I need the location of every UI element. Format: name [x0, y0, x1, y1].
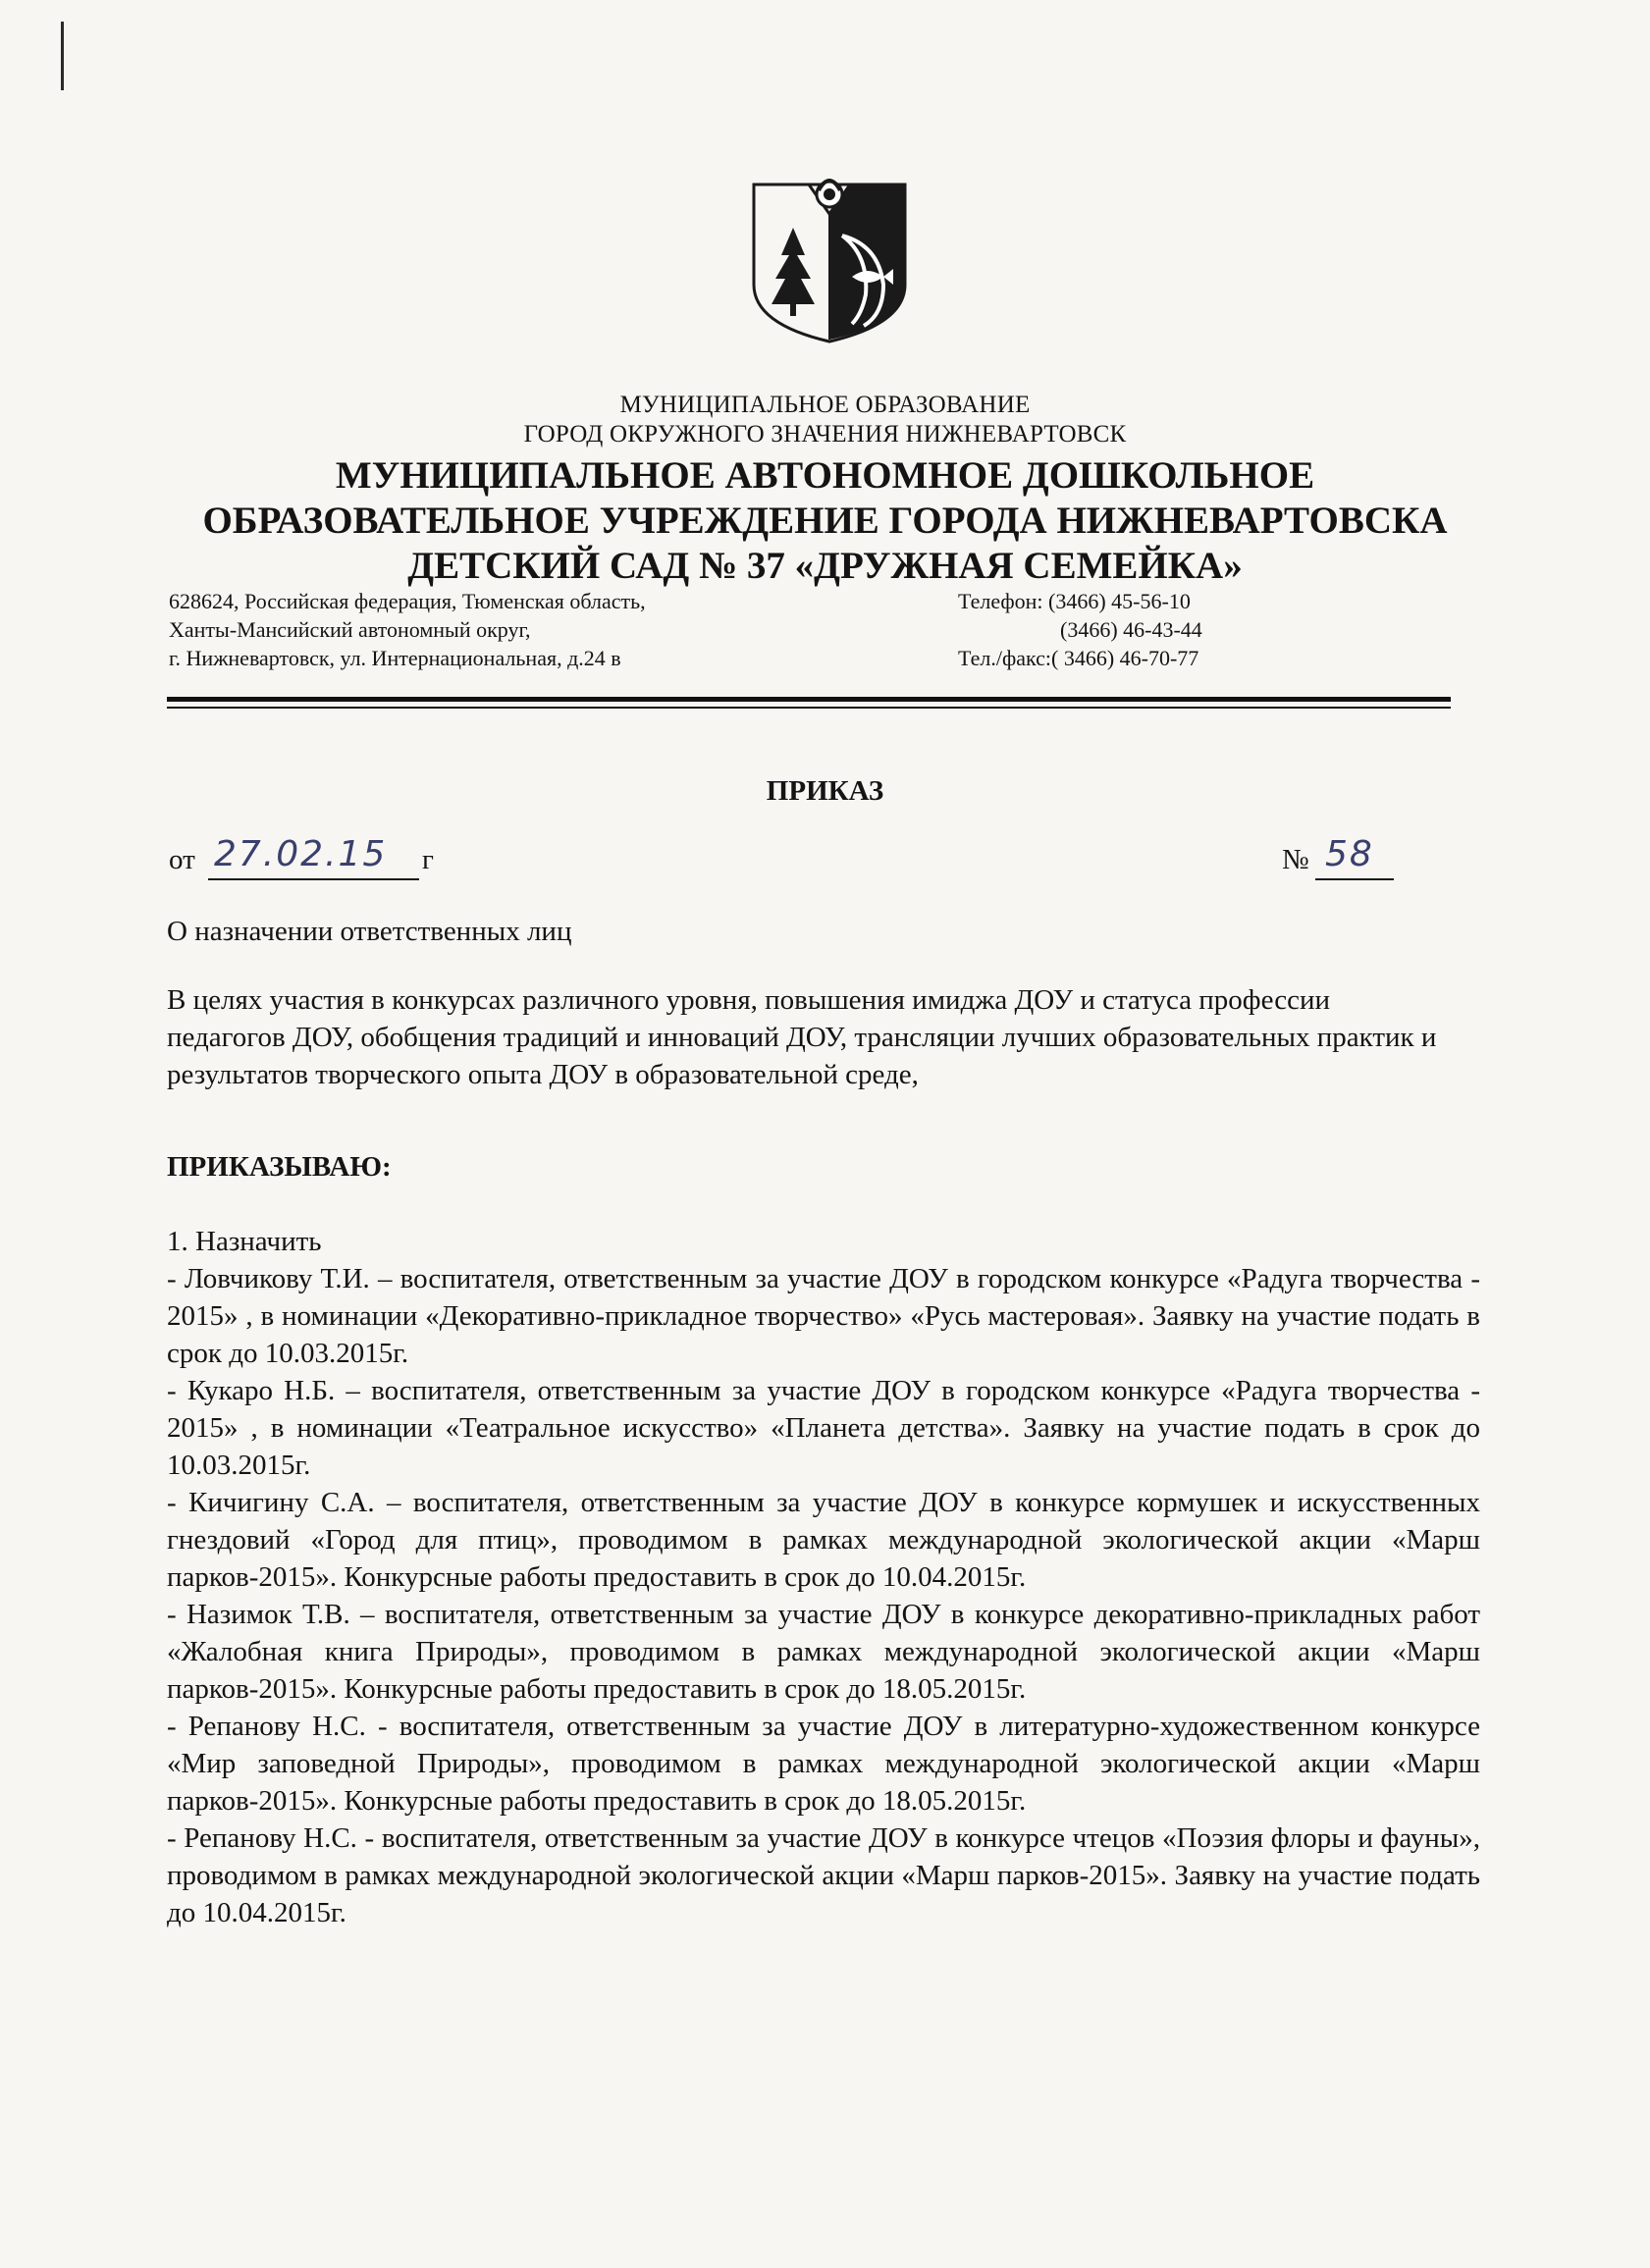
assignment-item: - Кичигину С.А. – воспитателя, ответственным за участие ДОУ в конкурсе кормушек и искусственных гнездовий «Город для птиц», проводимом в рамках международной экологической акции «Марш парков-2015». Конкурсные работы предоставить в срок до 10.04.2015г.: [167, 1487, 1480, 1593]
number-prefix: №: [1282, 844, 1309, 875]
address-block: [169, 587, 646, 672]
city-line: ГОРОД ОКРУЖНОГО ЗНАЧЕНИЯ НИЖНЕВАРТОВСК: [523, 421, 1127, 448]
date-prefix: от: [169, 844, 195, 875]
assignment-item: - Ловчикову Т.И. – воспитателя, ответственным за участие ДОУ в городском конкурсе «Радуга творчества - 2015» , в номинации «Декоративно-прикладное творчество» «Русь мастеровая». Заявку на участие подать в срок до 10.03.2015г.: [167, 1263, 1480, 1369]
municipality-line: МУНИЦИПАЛЬНОЕ ОБРАЗОВАНИЕ: [619, 392, 1031, 418]
fax-line: Тел./факс:( 3466) 46-70-77: [958, 646, 1199, 670]
assignment-item: - Назимок Т.В. – воспитателя, ответственным за участие ДОУ в конкурсе декоративно-прикладных работ «Жалобная книга Природы», проводимом в рамках международной экологической акции «Марш парков-2015». Конкурсные работы предоставить в срок до 18.05.2015г.: [167, 1599, 1480, 1705]
org-name-line1: МУНИЦИПАЛЬНОЕ АВТОНОМНОЕ ДОШКОЛЬНОЕ: [335, 454, 1315, 497]
date-handwritten: 27.02.15: [214, 834, 388, 874]
order-preamble: В целях участия в конкурсах различного уровня, повышения имиджа ДОУ и статуса профессии педагогов ДОУ, обобщения традиций и инноваций ДОУ, трансляции лучших образовательных практик и результатов творческого опыта ДОУ в образовательной среде,: [167, 984, 1437, 1090]
item-1-label: 1. Назначить: [167, 1226, 322, 1257]
date-underline: [208, 878, 419, 880]
phone-line: (3466) 46-43-44: [1060, 617, 1202, 642]
city-coat-of-arms: [746, 167, 913, 345]
document-title: ПРИКАЗ: [766, 775, 884, 807]
assignment-item: - Репанову Н.С. - воспитателя, ответственным за участие ДОУ в литературно-художественном конкурсе «Мир заповедной Природы», проводимом в рамках международной экологической акции «Марш парков-2015». Конкурсные работы предоставить в срок до 18.05.2015г.: [167, 1711, 1480, 1817]
address-line: г. Нижневартовск, ул. Интернациональная, д.24 в: [169, 646, 621, 670]
order-directive: ПРИКАЗЫВАЮ:: [167, 1151, 392, 1183]
assignments-list: [167, 1260, 1480, 1931]
header-rule-thick: [167, 697, 1451, 702]
assignment-item: - Кукаро Н.Б. – воспитателя, ответственным за участие ДОУ в городском конкурсе «Радуга творчества - 2015» , в номинации «Театральное искусство» «Планета детства». Заявку на участие подать в срок до 10.03.2015г.: [167, 1375, 1480, 1481]
margin-mark: [61, 22, 64, 90]
contacts-block: [958, 587, 1202, 672]
number-underline: [1315, 878, 1394, 880]
date-suffix: г: [422, 844, 434, 875]
org-name-line2: ОБРАЗОВАТЕЛЬНОЕ УЧРЕЖДЕНИЕ ГОРОДА НИЖНЕВАРТОВСКА: [202, 500, 1448, 542]
address-line: 628624, Российская федерация, Тюменская область,: [169, 589, 646, 613]
order-subject: О назначении ответственных лиц: [167, 916, 572, 947]
address-line: Ханты-Мансийский автономный округ,: [169, 617, 531, 642]
org-name-line3: ДЕТСКИЙ САД № 37 «ДРУЖНАЯ СЕМЕЙКА»: [407, 545, 1243, 587]
assignment-item: - Репанову Н.С. - воспитателя, ответственным за участие ДОУ в конкурсе чтецов «Поэзия флоры и фауны», проводимом в рамках международной экологической акции «Марш парков-2015». Заявку на участие подать до 10.04.2015г.: [167, 1822, 1480, 1928]
number-handwritten: 58: [1325, 834, 1374, 874]
header-rule-thin: [167, 707, 1451, 709]
phone-line: Телефон: (3466) 45-56-10: [958, 589, 1191, 613]
